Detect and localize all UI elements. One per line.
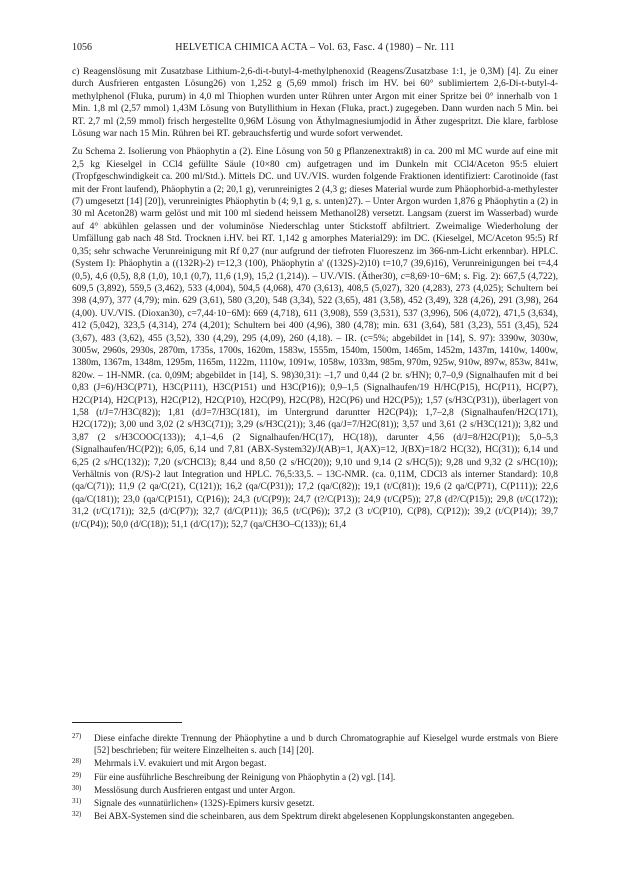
isolation-paragraph: Zu Schema 2. Isolierung von Phäophytin a (2). Eine Lösung von 50 g Pflanzenextrakt8) in ca. 200 ml MC wurde auf eine mit 2,5 kg Kieselgel in CCl4 gefüllte Säule (10×80 cm) aufgetragen und im Dunkeln mit CCl4/Aceton 95:5 eluiert (Tropfgeschwindigkeit ca. 200 ml/Std.). Mittels DC. und UV./VIS. wurden folgende Fraktionen identifiziert: Carotinoide (fast mit der Front laufend), Phäophytin a (2; 20,1 g), verunreinigtes 2 (4,3 g; dieses Material wurde zum Phäophorbid-a-methylester (7) umgesetzt [14] [20]), verunreinigtes Phäophytin b (4; 9,1 g, s. unten)27). – Unter Argon wurden 1,876 g Phäophytin a (2) in 30 ml Aceton28) warm gelöst und mit 100 ml siedend heissem Methanol28) versetzt. Langsam (zuerst im Wasserbad) wurde auf 4° abkühlen gelassen und der voluminöse Niederschlag unter Stickstoff abfiltriert. Zweimalige Wiederholung der Umfällung gab nach 48 Std. Trocknen i.HV. bei RT. 1,142 g amorphes Material29): im DC. (Kieselgel, MC/Aceton 95:5) Rf 0,35; sehr schwache Verunreinigung mit Rf 0,27 (nur aufgrund der tiefroten Fluoreszenz im 366-nm-Licht erkennbar). HPLC. (System I): Phäophytin a ((132R)-2) t=12,3 (100), Phäophytin a' ((132S)-2)10) t=10,7 (39,6)16), Verunreinigungen bei t=4,4 (0,5), 4,6 (0,5), 8,8 (1,0), 10,1 (0,7), 11,6 (1,9), 15,2 (1,214)). – UV./VIS. (Äther30), c=8,69·10−6M; s. Fig. 2): 667,5 (4,722), 609,5 (3,892), 559,5 (3,462), 533 (4,004), 504,5 (4,068), 470 (3,613), 408,5 (5,027), 320 (4,283), 273 (4,025); Schultern bei 398 (4,97), 377 (4,79); min. 629 (3,61), 580 (3,20), 548 (3,34), 522 (3,65), 481 (3,58), 452 (3,49), 328 (4,26), 291 (3,98), 264 (4,00). UV./VIS. (Dioxan30), c=7,44·10−6M): 669 (4,718), 611 (3,908), 559 (3,531), 537 (3,996), 506 (4,072), 471,5 (3,634), 412 (5,042), 323,5 (4,314), 274 (4,201); Schultern bei 400 (4,96), 380 (4,78); min. 631 (3,64), 581 (3,23), 551 (3,45), 524 (3,67), 483 (3,62), 455 (3,52), 330 (4,29), 295 (4,09), 260 (4,18). – IR. (c=5%; abgebildet in [14], S. 97): 3390w, 3030w, 3005w, 2960s, 2930s, 2870m, 1735s, 1700s, 1620m, 1583w, 1555m, 1540m, 1500m, 1465m, 1452m, 1437m, 1410w, 1400w, 1380m, 1367m, 1348m, 1295m, 1165m, 1122m, 1110w, 1091w, 1058w, 1033m, 985m, 970m, 925w, 910w, 897w, 853w, 841w, 820w. – 1H-NMR. (ca. 0,09M; abgebildet in [14], S. 98)30,31): –1,7 und 0,44 (2 br. s/HN); 0,7–0,9 (Signalhaufen mit d bei 0,83 (J=6)/H3C(P71), H3C(P111), H3C(P151) und H3C(P16)); 0,9–1,5 (Signalhaufen/19 H/HC(P15), HC(P11), HC(P7), H2C(P14), H2C(P13), H2C(P12), H2C(P10), H2C(P9), H2C(P8), H2C(P6) und H2C(P5)); 1,57 (s/H3C(P31)), überlagert von 1,58 (t/J=7/H3C(82)); 1,81 (d/J=7/H3C(181), im Untergrund daruntter H2C(P4)); 1,7–2,8 (Signalhaufen/H2C(171), H2C(172)); 3,00 und 3,02 (2 s/H3C(71)); 3,29 (s/H3C(21)); 3,46 (qa/J=7/H2C(81)); 3,57 und 3,61 (2 s/H3C(121)); 3,82 und 3,87 (2 s/H3COOC(133)); 4,1–4,6 (2 Signalhaufen/HC(17), HC(18)), darunter 4,56 (d/J=8/H2C(P1)); 5,0–5,3 (Signalhaufen/HC(P2)); 6,05, 6,14 und 7,81 (ABX-System32)/J(AB)=1, J(AX)=12, J(BX)=18/2 HC(32), HC(31)); 6,14 und 6,25 (2 s/HC(132)); 7,20 (s/CHCl3); 8,44 und 8,50 (2 s/HC(20)); 9,10 und 9,14 (2 s/HC(5)); 9,28 und 9,32 (2 s/HC(10)); Verhältnis von (R/S)-2 laut Integration und HPLC. 76,5:33,5. – 13C-NMR. (ca. 0,11M, CDCl3 als interner Standard): 10,8 (qa/C(71)); 11,9 (2 qa/C(21), C(121)); 16,2 (qa/C(P31)); 17,2 (qa/C(82)); 19,1 (t/C(81)); 19,6 (2 qa/C(P71), C(P111)); 22,6 (qa/C(181)); 23,0 (qa/C(P151), C(P16)); 24,3 (t/C(P9)); 24,7 (t?/C(P13)); 24,9 (t/C(P5)); 27,8 (d?/C(P15)); 29,8 (t/C(172)); 31,2 (t/C(171)); 32,5 (d/C(P7)); 32,7 (d/C(P11)); 36,5 (t/C(P6)); 37,2 (3 t/C(P10), C(P8), C(P12)); 39,2 (t/C(P14)); 39,7 (t/C(P4)); 50,0 (d/C(18)); 51,1 (d/C(17)); 52,7 (qa/CH3O–C(133)); 61,4 — [72, 147, 558, 530]
main-text — [72, 66, 558, 531]
footnote-32: 32) Bei ABX-Systemen sind die scheinbaren, aus dem Spektrum direkt abgelesenen Kopplungskonstanten angegeben. — [72, 810, 515, 822]
page-number: 1056 — [72, 42, 92, 53]
footnote-30: 30) Messlösung durch Ausfrieren entgast und unter Argon. — [72, 783, 296, 795]
footnote-29: 29) Für eine ausführliche Beschreibung der Reinigung von Phäophytin a (2) vgl. [14]. — [72, 770, 396, 782]
journal-title: HELVETICA CHIMICA ACTA – Vol. 63, Fasc. 4 (1980) – Nr. 111 — [175, 42, 455, 53]
footnote-31: 31) Signale des «unnatürlichen» (132S)-Epimers kursiv gesetzt. — [72, 797, 315, 809]
footnote-separator — [72, 722, 182, 723]
footnote-28: 28) Mehrmals i.V. evakuiert und mit Argon begast. — [72, 757, 267, 769]
footnotes — [72, 732, 558, 823]
footnote-27: 27) Diese einfache direkte Trennung der Phäophytine a und b durch Chromatographie auf Kieselgel wurde erstmals von Biere [52] beschrieben; für weitere Einzelheiten s. auch [14] [20]. — [72, 732, 558, 756]
reagent-paragraph: c) Reagenslösung mit Zusatzbase Lithium-2,6-di-t-butyl-4-methylphenoxid (Reagens/Zusatzbase 1:1, je 0,3M) [4]. Zu einer durch Ausfrieren entgasten Lösung26) von 1,252 g (5,69 mmol) frisch im HV. bei 60° sublimiertem 2,6-Di-t-butyl-4-methylphenol (Fluka, purum) in 4,0 ml Thiophen wurden unter Rühren unter Argon mit einer Spritze bei 0° innerhalb von 1 Min. 1,8 ml (2,57 mmol) 1,43M Lösung von Butyllithium in Hexan (Fluka, pract.) zugegeben. Dann wurden nach 5 Min. bei RT. 2,7 ml (2,59 mmol) frisch hergestellte 0,96M Lösung von Äthylmagnesiumjodid in Äther zugespritzt. Die klare, farblose Lösung war nach 15 Min. Rühren bei RT. gebrauchsfertig und wurde sofort verwendet. — [72, 67, 558, 140]
